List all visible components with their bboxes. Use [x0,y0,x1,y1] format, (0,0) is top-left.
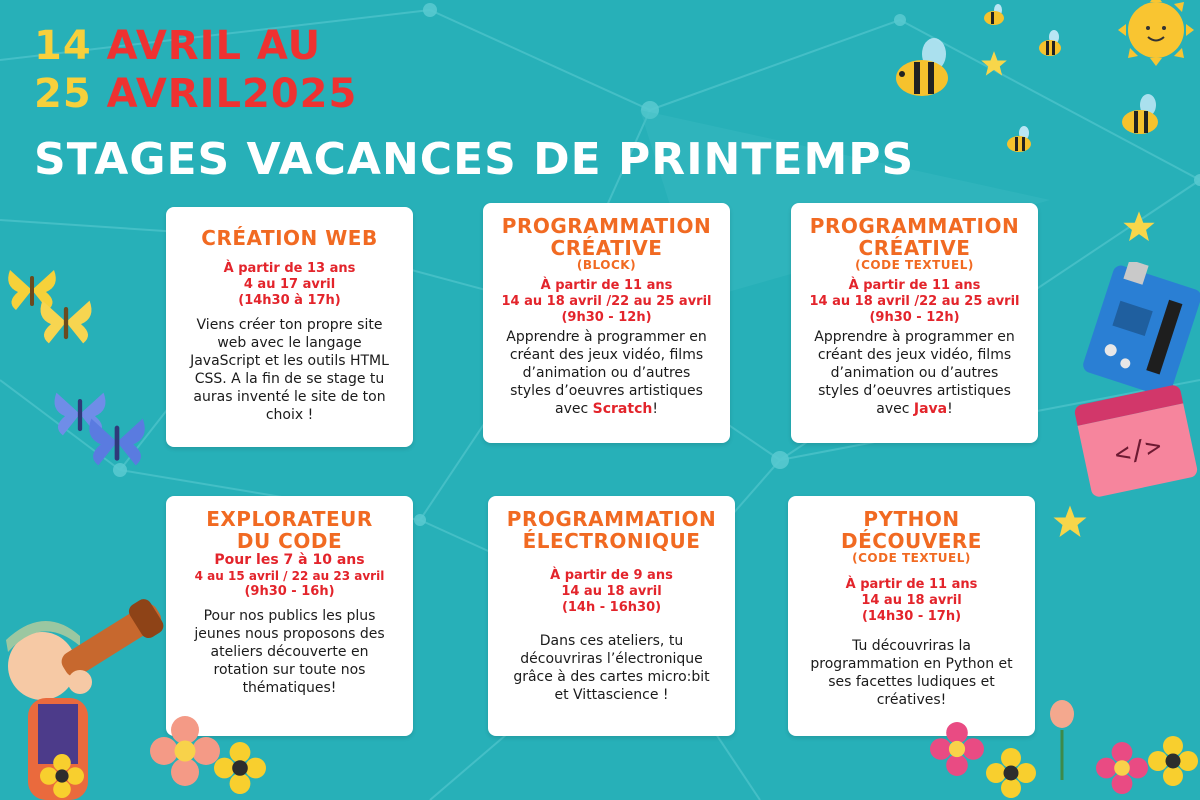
end-day: 25 [34,71,92,117]
card-dates: 4 au 15 avril / 22 au 23 avril [194,569,385,583]
card-creation-web [166,207,413,447]
card-hours: (14h30 à 17h) [238,293,341,308]
butterfly-icon [36,296,96,348]
card-age: À partir de 11 ans [540,278,673,293]
desc-line: styles d’oeuvres artistiques [818,383,1011,399]
desc-line: thématiques! [242,680,337,696]
card-dates: 4 au 17 avril [243,277,336,292]
flower-icon [1148,736,1198,786]
card-programmation-creative-textuel [791,203,1038,443]
desc-line: Viens créer ton propre site [196,317,383,333]
desc-line: Tu découvriras la [852,638,971,654]
bee-icon [1004,126,1036,154]
flower-icon [1096,742,1148,794]
flower-icon [214,742,266,794]
date-line-end [34,72,357,116]
card-age: À partir de 13 ans [223,261,356,276]
desc-line: Apprendre à programmer en [814,329,1015,345]
bee-icon [1036,30,1066,58]
desc-line: programmation en Python et [810,656,1013,672]
card-title: CRÉATION WEB [201,226,378,250]
tool-name-highlight: Java [913,401,948,417]
desc-line: d’animation ou d’autres [830,365,999,381]
explorer-child-illustration [0,570,170,800]
flower-icon [40,754,84,798]
start-day: 14 [34,23,92,69]
card-programmation-creative-block [483,203,730,443]
desc-line: CSS. A la fin de se stage tu [194,371,385,387]
desc-prefix: avec [876,401,914,417]
card-age: À partir de 11 ans [848,278,981,293]
flower-icon [150,716,220,786]
desc-line: d’animation ou d’autres [522,365,691,381]
bee-icon [888,38,960,102]
card-subtitle: (BLOCK) [576,258,637,272]
desc-suffix: ! [947,401,953,417]
desc-line: styles d’oeuvres artistiques [510,383,703,399]
card-description [495,328,718,418]
card-subtitle: (CODE TEXTUEL) [855,258,974,272]
card-hours: (14h - 16h30) [561,600,662,615]
card-description [803,328,1026,418]
card-age: À partir de 11 ans [845,577,978,592]
arduino-board-icon [1078,262,1200,400]
date-line-start [34,24,321,68]
desc-line: ses facettes ludiques et [828,674,995,690]
card-dates: 14 au 18 avril /22 au 25 avril [501,294,712,309]
desc-line: créant des jeux vidéo, films [509,347,704,363]
start-month: AVRIL AU [106,23,322,69]
card-hours: (14h30 - 17h) [861,609,962,624]
desc-line: découvriras l’électronique [520,651,703,667]
card-title-line: PROGRAMMATION [506,507,717,531]
desc-line: grâce à des cartes micro:bit [513,669,710,685]
desc-line-final [803,400,1026,418]
desc-line: choix ! [265,407,314,423]
card-title-line: CRÉATIVE [550,236,663,260]
card-age: Pour les 7 à 10 ans [214,552,365,568]
bee-icon [1118,94,1166,138]
card-programmation-electronique [488,496,735,736]
tool-name-highlight: Scratch [592,401,653,417]
card-description [178,607,401,697]
flower-icon [930,722,984,776]
star-icon [1122,210,1156,244]
flower-icon [1040,700,1084,780]
desc-line: ateliers découverte en [210,644,369,660]
desc-line: créant des jeux vidéo, films [817,347,1012,363]
desc-line: jeunes nous proposons des [194,626,385,642]
card-description [500,632,723,704]
card-title-line: PROGRAMMATION [809,214,1020,238]
desc-line: et Vittascience ! [554,687,669,703]
end-month-year: AVRIL2025 [106,71,358,117]
desc-line: Dans ces ateliers, tu [539,633,684,649]
card-hours: (9h30 - 16h) [244,584,335,599]
card-python-decouverte [788,496,1035,736]
star-icon [980,50,1008,78]
card-dates: 14 au 18 avril /22 au 25 avril [809,294,1020,309]
star-icon [1052,504,1088,540]
card-description [800,637,1023,709]
card-dates: 14 au 18 avril [561,584,662,599]
desc-line: auras inventé le site de ton [193,389,386,405]
card-subtitle: (CODE TEXTUEL) [852,551,971,565]
desc-suffix: ! [652,401,658,417]
desc-line: rotation sur toute nos [213,662,366,678]
desc-line: créatives! [876,692,947,708]
sun-icon [1108,0,1200,80]
card-hours: (9h30 - 12h) [869,310,960,325]
card-title-line: EXPLORATEUR [206,507,373,531]
flower-icon [986,748,1036,798]
desc-prefix: avec [555,401,593,417]
card-description [178,316,401,424]
desc-line: JavaScript et les outils HTML [190,353,389,369]
card-title-line: PYTHON [863,507,960,531]
card-hours: (9h30 - 12h) [561,310,652,325]
card-title-line: CRÉATIVE [858,236,971,260]
desc-line-final [495,400,718,418]
card-title-line: ÉLECTRONIQUE [522,529,701,553]
bee-icon [982,4,1008,26]
code-window-symbol: </> [1078,403,1199,498]
desc-line: Pour nos publics les plus [203,608,376,624]
card-explorateur-du-code [166,496,413,736]
card-title-line: DÉCOUVERE [841,529,982,553]
desc-line: web avec le langage [217,335,362,351]
page-title: STAGES VACANCES DE PRINTEMPS [34,134,915,185]
butterfly-icon [84,414,150,470]
card-age: À partir de 9 ans [550,568,673,583]
desc-line: Apprendre à programmer en [506,329,707,345]
card-title-line: PROGRAMMATION [501,214,712,238]
card-title-line: DU CODE [236,529,343,553]
card-dates: 14 au 18 avril [861,593,962,608]
